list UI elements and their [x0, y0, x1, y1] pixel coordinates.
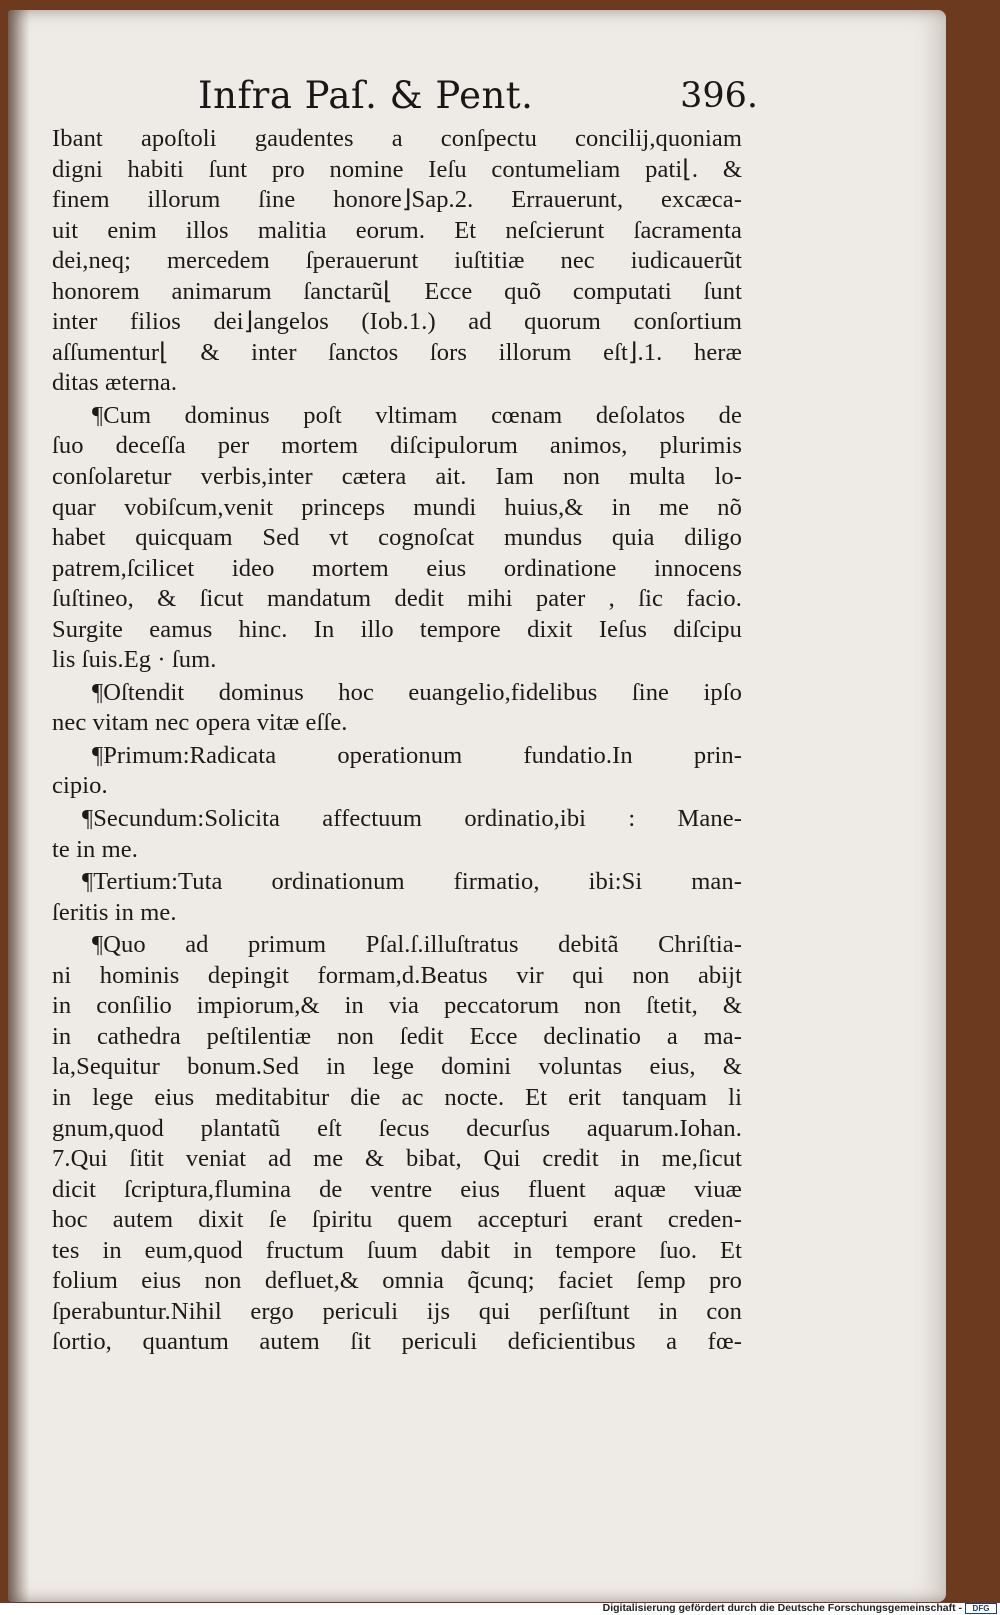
book-page — [8, 10, 946, 1602]
text-line: cipio. — [52, 772, 108, 800]
page-number: 396. — [680, 76, 758, 116]
text-line: ſuo deceſſa per mortem diſcipulorum animos, plurimis — [52, 432, 742, 460]
text-line: Ibant apoſtoli gaudentes a conſpectu concilij,quoniam — [52, 125, 742, 152]
text-line: nec vitam nec opera vitæ eſſe. — [52, 709, 348, 737]
text-line: in cathedra peſtilentiæ non ſedit Ecce declinatio a ma- — [52, 1022, 742, 1050]
running-head: Infra Paſ. & Pent. — [198, 74, 534, 117]
text-line: hoc autem dixit ſe ſpiritu quem accepturi erant creden- — [52, 1206, 742, 1234]
text-line: la,Sequitur bonum.Sed in lege domini voluntas eius, & — [52, 1053, 742, 1081]
text-line: ditas æterna. — [52, 369, 178, 397]
page-header — [198, 74, 758, 124]
text-line: ¶Tertium:Tuta ordinationum firmatio, ibi:Si man- — [82, 868, 742, 896]
text-line: ſuſtineo, & ſicut mandatum dedit mihi pater , ſic facio. — [52, 585, 742, 613]
text-line: ¶Quo ad primum Pſal.ſ.illuſtratus debitã Chriſtia- — [92, 931, 742, 959]
text-line: 7.Qui ſitit veniat ad me & bibat, Qui credit in me,ſicut — [52, 1145, 742, 1173]
text-line: ſortio, quantum autem ſit periculi deficientibus a fœ- — [52, 1328, 742, 1356]
text-line: Surgite eamus hinc. In illo tempore dixit Ieſus diſcipu — [52, 615, 742, 643]
text-line: ¶Oſtendit dominus hoc euangelio,fidelibus ſine ipſo — [92, 678, 742, 706]
text-line: ¶Primum:Radicata operationum fundatio.In prin- — [92, 741, 742, 769]
text-line: honorem animarum ſanctarũ⌊ Ecce quõ computati ſunt — [52, 277, 742, 305]
text-line: ſperabuntur.Nihil ergo periculi ijs qui perſiſtunt in con — [52, 1297, 742, 1325]
text-line: dei,neq; mercedem ſperauerunt iuſtitiæ nec iudicauerũt — [52, 247, 742, 275]
text-line: folium eius non defluet,& omnia q̃cunq; faciet ſemp pro — [52, 1267, 742, 1295]
text-line: aſſumentur⌊ & inter ſanctos ſors illorum eſt⌋.1. heræ — [52, 338, 742, 366]
text-line: gnum,quod plantatũ eſt ſecus decurſus aquarum.Iohan. — [52, 1114, 742, 1142]
text-line: quar vobiſcum,venit princeps mundi huius,& in me nõ — [52, 493, 742, 521]
text-line: in lege eius meditabitur die ac nocte. Et erit tanquam li — [52, 1083, 742, 1111]
text-line: dicit ſcriptura,flumina de ventre eius fluent aquæ viuæ — [52, 1175, 742, 1203]
text-line: ſeritis in me. — [52, 898, 177, 926]
text-line: ni hominis depingit formam,d.Beatus vir qui non abijt — [52, 961, 742, 989]
body-text — [52, 124, 742, 1358]
text-line: lis ſuis.Eg · ſum. — [52, 646, 217, 674]
text-line: uit enim illos malitia eorum. Et neſcierunt ſacramenta — [52, 216, 742, 244]
text-line: conſolaretur verbis,inter cætera ait. Iam non multa lo- — [52, 463, 742, 491]
text-line: finem illorum ſine honore⌋Sap.2. Errauerunt, excæca- — [52, 186, 742, 214]
text-line: tes in eum,quod fructum ſuum dabit in tempore ſuo. Et — [52, 1236, 742, 1264]
dfg-logo: DFG — [965, 1603, 997, 1614]
text-line: inter filios dei⌋angelos (Iob.1.) ad quorum conſortium — [52, 308, 742, 336]
digitization-footer — [0, 1603, 1000, 1615]
text-line: patrem,ſcilicet ideo mortem eius ordinatione innocens — [52, 554, 742, 582]
text-line: ¶Secundum:Solicita affectuum ordinatio,ibi : Mane- — [82, 805, 742, 833]
funding-credit: Digitalisierung gefördert durch die Deutsche Forschungsgemeinschaft - — [602, 1602, 962, 1614]
text-line: habet quicquam Sed vt cognoſcat mundus quia diligo — [52, 524, 742, 552]
text-line: digni habiti ſunt pro nomine Ieſu contumeliam pati⌊. & — [52, 155, 742, 183]
text-line: ¶Cum dominus poſt vltimam cœnam deſolatos de — [92, 401, 742, 429]
text-line: in conſilio impiorum,& in via peccatorum non ſtetit, & — [52, 992, 742, 1020]
text-line: te in me. — [52, 835, 138, 863]
